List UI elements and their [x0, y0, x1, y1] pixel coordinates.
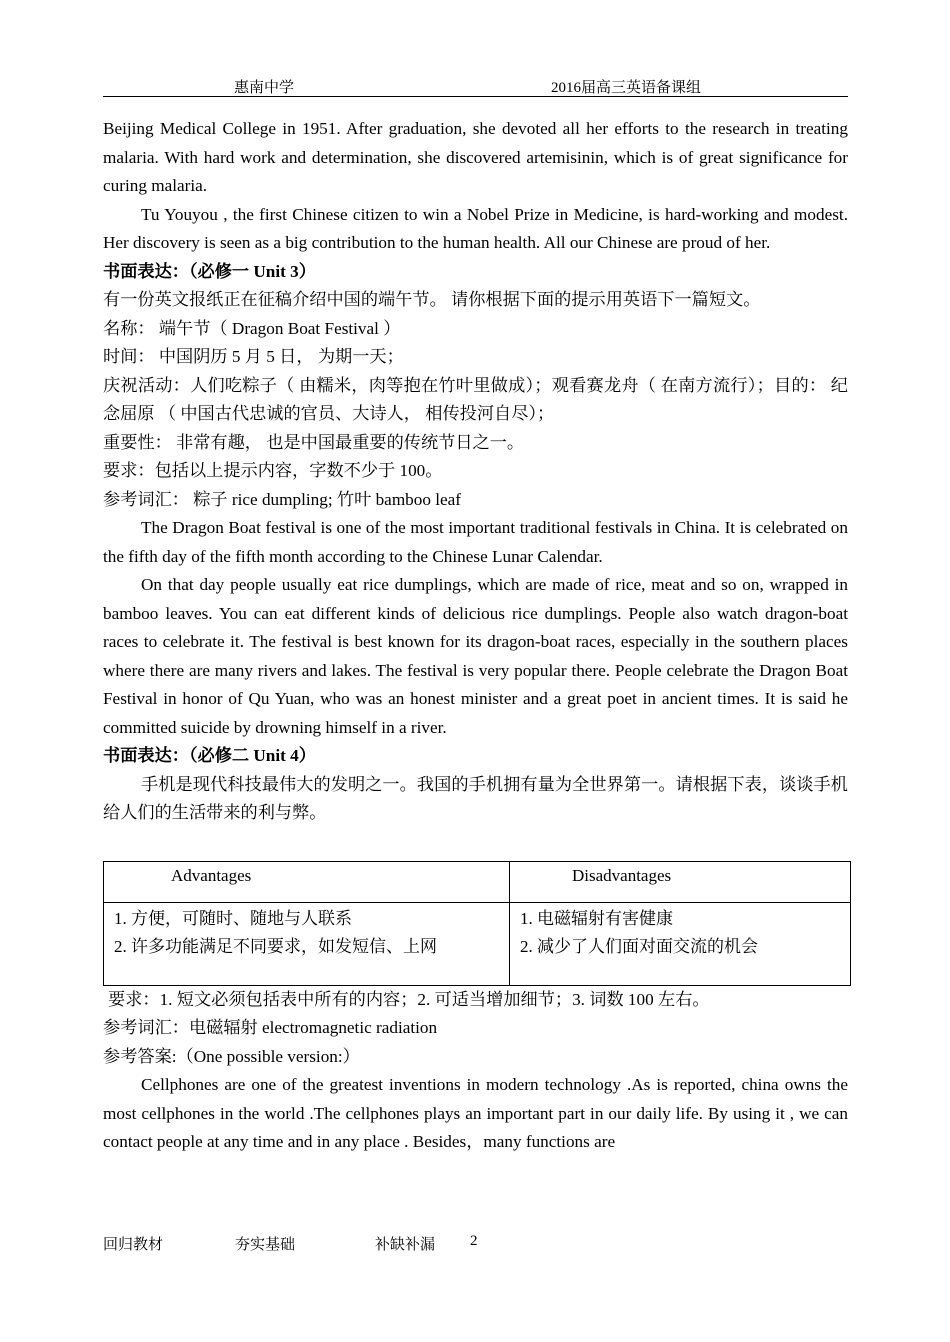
- footer-item-2: 夯实基础: [235, 1237, 296, 1253]
- cellphone-requirement: 要求：1. 短文必须包括表中所有的内容；2. 可适当增加细节；3. 词数 100 左右。: [108, 989, 710, 1009]
- page-number: 2: [470, 1233, 478, 1249]
- paragraph-tu-youyou-2: Tu Youyou , the first Chinese citizen to win a Nobel Prize in Medicine, is hard-working and modest. Her discovery is seen as a big contribution to the human health. All our Chinese are proud of her.: [103, 204, 848, 252]
- prompt-requirement: 要求：包括以上提示内容，字数不少于 100。: [103, 461, 443, 480]
- header-group: 2016届高三英语备课组: [551, 80, 702, 96]
- prompt-time: 时间： 中国阴历 5 月 5 日， 为期一天；: [103, 347, 404, 366]
- prompt-activities: 庆祝活动：人们吃粽子（ 由糯米，肉等抱在竹叶里做成）；观看赛龙舟（ 在南方流行）；目的： 纪念屈原 （ 中国古代忠诚的官员、大诗人， 相传投河自尽）；: [103, 375, 848, 423]
- prompt-name: 名称： 端午节（ Dragon Boat Festival ）: [103, 318, 401, 338]
- cellphone-answer-paragraph: Cellphones are one of the greatest inventions in modern technology .As is reported, china owns the most cellphones in the world .The cellphones plays an important part in our daily life. By using it , we can contact people at any time and in any place . Besides，many functions are: [103, 1075, 848, 1151]
- answer-label: 参考答案:（One possible version:）: [103, 1046, 360, 1066]
- paragraph-tu-youyou-1: Beijing Medical College in 1951. After graduation, she devoted all her efforts to the research in treating malaria. With hard work and determination, she discovered artemisinin, which is of great significance for curing malaria.: [103, 119, 848, 195]
- disadvantage-item: 1. 电磁辐射有害健康: [520, 908, 673, 928]
- table-header-disadvantages: Disadvantages: [510, 861, 851, 902]
- cellphone-vocab: 参考词汇：电磁辐射 electromagnetic radiation: [103, 1018, 438, 1037]
- prompt-intro: 有一份英文报纸正在征稿介绍中国的端午节。 请你根据下面的提示用英语下一篇短文。: [103, 290, 761, 309]
- advantage-item: 1. 方便，可随时、随地与人联系: [114, 908, 352, 928]
- footer-item-3: 补缺补漏: [375, 1237, 436, 1253]
- disadvantages-cell: [510, 902, 851, 985]
- section-title-unit3: 书面表达：（必修一 Unit 3）: [103, 261, 316, 281]
- cellphone-prompt-intro: 手机是现代科技最伟大的发明之一。我国的手机拥有量为全世界第一。请根据下表，谈谈手机给人们的生活带来的利与弊。: [103, 774, 848, 822]
- disadvantage-item: 2. 减少了人们面对面交流的机会: [520, 936, 758, 956]
- document-body: [103, 115, 848, 1157]
- table-header-advantages: Advantages: [104, 861, 510, 902]
- table-header-row: [104, 861, 851, 902]
- spacer: [103, 828, 848, 856]
- header-school: 惠南中学: [234, 80, 295, 96]
- answer-paragraph-2: On that day people usually eat rice dumplings, which are made of rice, meat and so on, wrapped in bamboo leaves. You can eat different kinds of delicious rice dumplings. People also watch dragon-boat races to celebrate it. The festival is best known for its dragon-boat races, especially in the southern places where there are many rivers and lakes. The festival is very popular there. People celebrate the Dragon Boat Festival in honor of Qu Yuan, who was an honest minister and a great poet in ancient times. It is said he committed suicide by drowning himself in a river.: [103, 575, 848, 737]
- page-header: [103, 76, 848, 97]
- prompt-importance: 重要性： 非常有趣， 也是中国最重要的传统节日之一。: [103, 432, 525, 452]
- table-row: [104, 902, 851, 985]
- advantages-cell: [104, 902, 510, 985]
- pros-cons-table: [103, 861, 851, 986]
- prompt-vocab: 参考词汇： 粽子 rice dumpling; 竹叶 bamboo leaf: [103, 489, 462, 509]
- advantage-item: 2. 许多功能满足不同要求，如发短信、上网: [114, 936, 437, 956]
- answer-paragraph-1: The Dragon Boat festival is one of the most important traditional festivals in China. It is celebrated on the fifth day of the fifth month according to the Chinese Lunar Calendar.: [103, 518, 848, 566]
- section-title-unit4: 书面表达：（必修二 Unit 4）: [103, 746, 316, 765]
- footer-item-1: 回归教材: [103, 1237, 164, 1253]
